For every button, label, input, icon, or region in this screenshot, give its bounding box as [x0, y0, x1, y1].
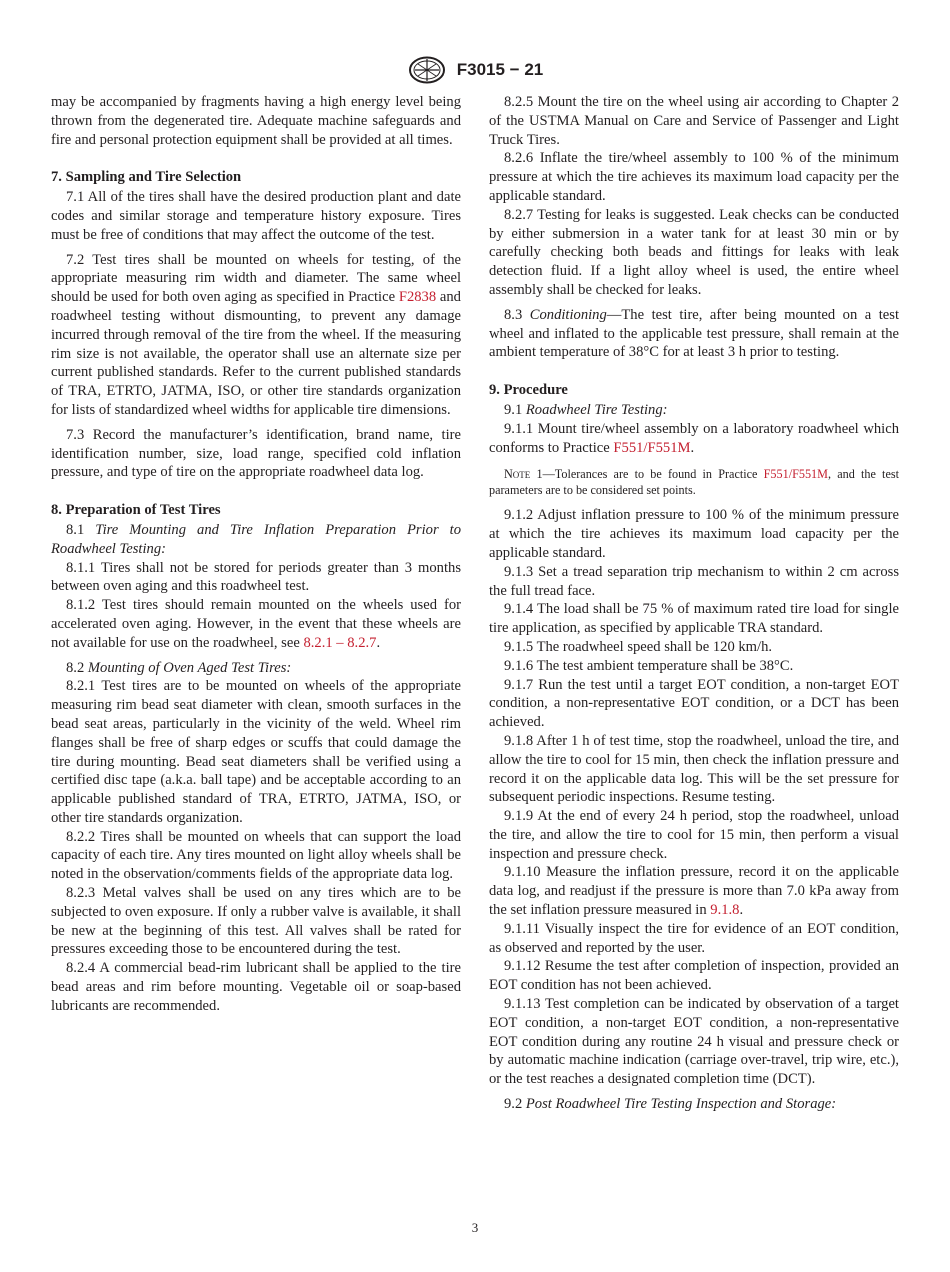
paragraph-9-1-9: 9.1.9 At the end of every 24 h period, stop the roadwheel, unload the tire, and allow the tire to cool for 15 min, then perform a visual inspection and pressure check. [489, 808, 899, 862]
paragraph-9-1-4: 9.1.4 The load shall be 75 % of maximum rated tire load for single tire application, as specified by applicable TRA standard. [489, 601, 899, 637]
paragraph-9-1-8: 9.1.8 After 1 h of test time, stop the roadwheel, unload the tire, and allow the tire to cool for 15 min, then check the inflation pressure and record it on the applicable data log. This will be the set pressure for subsequent periodic inspections. Resume testing. [489, 732, 899, 806]
note-1: Note 1—Tolerances are to be found in Practice F551/F551M, and the test parameters are to be considered set points. [489, 467, 899, 498]
paragraph-8-2-1: 8.2.1 Test tires are to be mounted on wheels of the appropriate measuring rim bead seat diameter with clean, smooth surfaces in the bead seat areas, particularly in the vicinity of the weld. Wheel rim flanges shall be free of sharp edges or scuffs that could damage the tire during mounting. Bead seat diameters shall be verified using a certified disc tape (a.k.a. ball tape) and be acceptable according to an applicable published standard of TRA, ETRTO, JATMA, ISO, or other tire standards organization. [51, 678, 461, 826]
link-f2838[interactable]: F2838 [398, 289, 437, 306]
paragraph-9-1-1: 9.1.1 Mount tire/wheel assembly on a laboratory roadwheel which conforms to Practice F551/F551M. [489, 420, 899, 456]
right-column [489, 93, 899, 1114]
paragraph-9-1-3: 9.1.3 Set a tread separation trip mechanism to within 2 cm across the full tread face. [489, 563, 899, 599]
paragraph-8-1-2: 8.1.2 Test tires should remain mounted on the wheels used for accelerated oven aging. However, in the event that these wheels are not available for use on the roadwheel, see 8.2.1 – 8.2.7. [51, 597, 461, 651]
paragraph-8-2-3: 8.2.3 Metal valves shall be used on any tires which are to be subjected to oven exposure. If only a rubber valve is available, it shall be new at the beginning of this test. All valves shall be rated for pressures exceeding those to be encountered during the test. [51, 885, 461, 958]
page-number: 3 [471, 1220, 479, 1235]
paragraph-7-3: 7.3 Record the manufacturer’s identification, brand name, tire identification number, size, load range, specified cold inflation pressure, and type of tire on the appropriate roadwheel data log. [51, 426, 461, 481]
left-column [51, 93, 461, 1016]
paragraph-9-1-10: 9.1.10 Measure the inflation pressure, record it on the applicable data log, and readjust if the pressure is more than 7.0 kPa away from the set inflation pressure measured in 9.1.8. [489, 864, 899, 919]
paragraph-8-1: 8.1 Tire Mounting and Tire Inflation Preparation Prior to Roadwheel Testing: [51, 521, 462, 557]
link-9-1-8[interactable]: 9.1.8 [710, 902, 740, 919]
paragraph-9-1-6: 9.1.6 The test ambient temperature shall be 38°C. [504, 657, 794, 674]
page-header [0, 56, 950, 86]
paragraph-9-1-11: 9.1.11 Visually inspect the tire for evidence of an EOT condition, as observed and reported by the user. [489, 920, 899, 956]
paragraph-9-1-5: 9.1.5 The roadwheel speed shall be 120 km/h. [504, 638, 773, 655]
paragraph-9-1-7: 9.1.7 Run the test until a target EOT condition, a non-target EOT condition, a non-representative EOT condition, or a DCT has been achieved. [489, 676, 899, 731]
section-8-heading: 8. Preparation of Test Tires [51, 502, 221, 519]
document-designation: F3015 − 21 [456, 60, 544, 79]
note-link-f551-f551m[interactable]: F551/F551M [763, 467, 828, 482]
paragraph-9-1: 9.1 Roadwheel Tire Testing: [504, 401, 668, 418]
paragraph-8-2-5: 8.2.5 Mount the tire on the wheel using air according to Chapter 2 of the USTMA Manual on Care and Service of Passenger and Light Truck Tires. [489, 94, 899, 148]
paragraph-7-2: 7.2 Test tires shall be mounted on wheels for testing, of the appropriate measuring rim width and diameter. The same wheel should be used for both oven aging as specified in Practice F2838 and roadwheel testing without dismounting, to prevent any damage incurred through removal of the tire from the wheel. If the measuring rim size is not available, the operator shall use an alternate size per current published standards. Refer to the current published standards of TRA, ETRTO, JATMA, ISO, or other tire standards organization for lists of standardized wheel widths for applicable tire dimensions. [51, 251, 461, 418]
paragraph-7-1: 7.1 All of the tires shall have the desired production plant and date codes and similar storage and temperature history exposure. Tires must be free of conditions that may affect the outcome of the test. [51, 189, 461, 243]
paragraph-8-2-6: 8.2.6 Inflate the tire/wheel assembly to 100 % of the minimum pressure at which the tire achieves its maximum load capacity per the applicable standard. [489, 150, 899, 204]
paragraph-9-2: 9.2 Post Roadwheel Tire Testing Inspection and Storage: [504, 1096, 837, 1113]
astm-logo-icon [407, 56, 447, 84]
paragraph-8-2-4: 8.2.4 A commercial bead-rim lubricant shall be applied to the tire bead areas and rim before mounting. Vegetable oil or soap-based lubricants are recommended. [51, 960, 461, 1014]
link-f551-f551m[interactable]: F551/F551M [613, 439, 691, 456]
paragraph-8-2-2: 8.2.2 Tires shall be mounted on wheels that can support the load capacity of each tire. Any tires mounted on light alloy wheels shall be noted in the observation/comments fields of the appropriate data log. [51, 828, 461, 883]
paragraph-8-1-1: 8.1.1 Tires shall not be stored for periods greater than 3 months between oven aging and this roadwheel test. [51, 559, 461, 595]
link-8-2-1-8-2-7[interactable]: 8.2.1 – 8.2.7 [303, 634, 377, 651]
paragraph-9-1-13: 9.1.13 Test completion can be indicated by observation of a target EOT condition, a non-target EOT condition, a non-representative EOT condition during any routine 24 h visual and pressure check or by automatic machine indication (carriage over-travel, trip wire, etc.), or the test reaches a designated completion time (DCT). [489, 996, 899, 1088]
paragraph-9-1-2: 9.1.2 Adjust inflation pressure to 100 % of the minimum pressure at which the tire achieves its maximum load capacity per the applicable standard. [489, 507, 899, 561]
section-7-heading: 7. Sampling and Tire Selection [51, 169, 242, 186]
section-9-heading: 9. Procedure [489, 382, 568, 399]
paragraph-8-3: 8.3 Conditioning—The test tire, after being mounted on a test wheel and inflated to the applicable test pressure, shall remain at the ambient temperature of 38°C for at least 3 h prior to testing. [489, 306, 900, 361]
paragraph-8-2: 8.2 Mounting of Oven Aged Test Tires: [66, 659, 292, 676]
intro-paragraph: may be accompanied by fragments having a high energy level being thrown from the degenerated tire. Adequate machine safeguards and fire and personal protection equipment shall be provided at all times. [51, 94, 461, 148]
paragraph-8-2-7: 8.2.7 Testing for leaks is suggested. Leak checks can be conducted by either submersion in a water tank for at least 30 min or by carefully checking both beads and fittings for leaks with leak detection fluid. If a light alloy wheel is used, the entire wheel assembly shall be checked for leaks. [489, 206, 899, 298]
paragraph-9-1-12: 9.1.12 Resume the test after completion of inspection, provided an EOT condition has not been achieved. [489, 958, 899, 994]
